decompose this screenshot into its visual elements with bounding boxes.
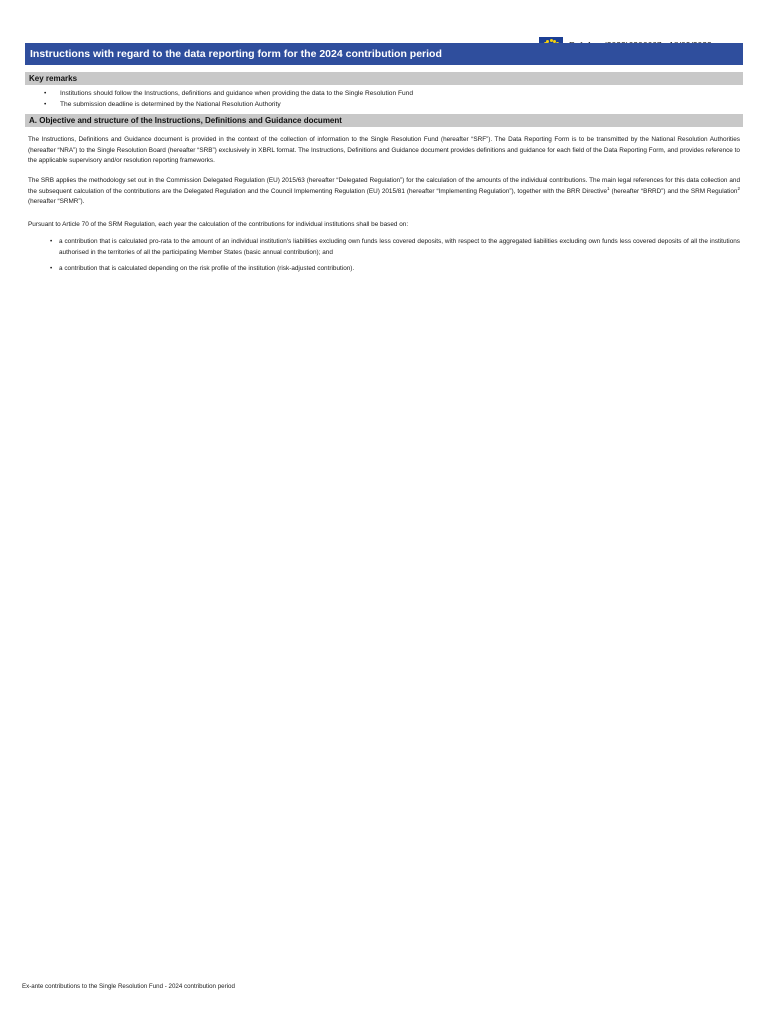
list-item: • a contribution that is calculated depending on the risk profile of the institution (risk-adjusted contribution). xyxy=(50,264,740,275)
list-item: • a contribution that is calculated pro-rata to the amount of an individual institution's liabilities excluding own funds less covered deposits, with respect to the aggregated liabilities excluding own funds less covered deposits of all the institutions authorised in the territories of all the participating Member States (basic annual contribution); and xyxy=(50,237,740,258)
footnote-ref: 1 xyxy=(607,185,610,191)
paragraph-article-70: Pursuant to Article 70 of the SRM Regulation, each year the calculation of the contributions for individual institutions shall be based on: xyxy=(28,221,409,228)
key-remarks-heading: Key remarks xyxy=(25,72,743,85)
contribution-basis-list xyxy=(50,237,740,275)
page-title: Instructions with regard to the data reporting form for the 2024 contribution period xyxy=(25,43,743,65)
paragraph-objective: The Instructions, Definitions and Guidance document is provided in the context of the collection of information to the Single Resolution Fund (hereafter “SRF”). The Data Reporting Form is to be transmitted by the National Resolution Authorities (hereafter “NRA”) to the Single Resolution Board (hereafter “SRB”) exclusively in XBRL format. The Instructions, Definitions and Guidance document provides definitions and guidance for each field of the Data Reporting Form, and provides reference to the applicable supervisory and/or resolution reporting frameworks. xyxy=(28,136,740,164)
page-footer: Ex-ante contributions to the Single Resolution Fund - 2024 contribution period xyxy=(22,983,235,990)
section-a-heading: A. Objective and structure of the Instructions, Definitions and Guidance document xyxy=(25,114,743,127)
key-remarks-list xyxy=(44,89,413,110)
footnote-ref: 2 xyxy=(737,185,740,191)
list-item: • Institutions should follow the Instructions, definitions and guidance when providing the data to the Single Resolution Fund xyxy=(44,89,413,100)
list-item: • The submission deadline is determined by the National Resolution Authority xyxy=(44,100,413,111)
paragraph-methodology: The SRB applies the methodology set out in the Commission Delegated Regulation (EU) 2015/63 (hereafter “Delegated Regulation”) for the calculation of the amounts of the individual contributions. The main legal references for this data collection and the subsequent calculation of the contributions are the Delegated Regulation and the Council Implementing Regulation (EU) 2015/81 (hereafter “Implementing Regulation”), together with the BRR Directive$^1$ (hereafter “BRRD”) and the SRM Regulation$^2$ (hereafter “SRMR”). xyxy=(28,177,740,205)
